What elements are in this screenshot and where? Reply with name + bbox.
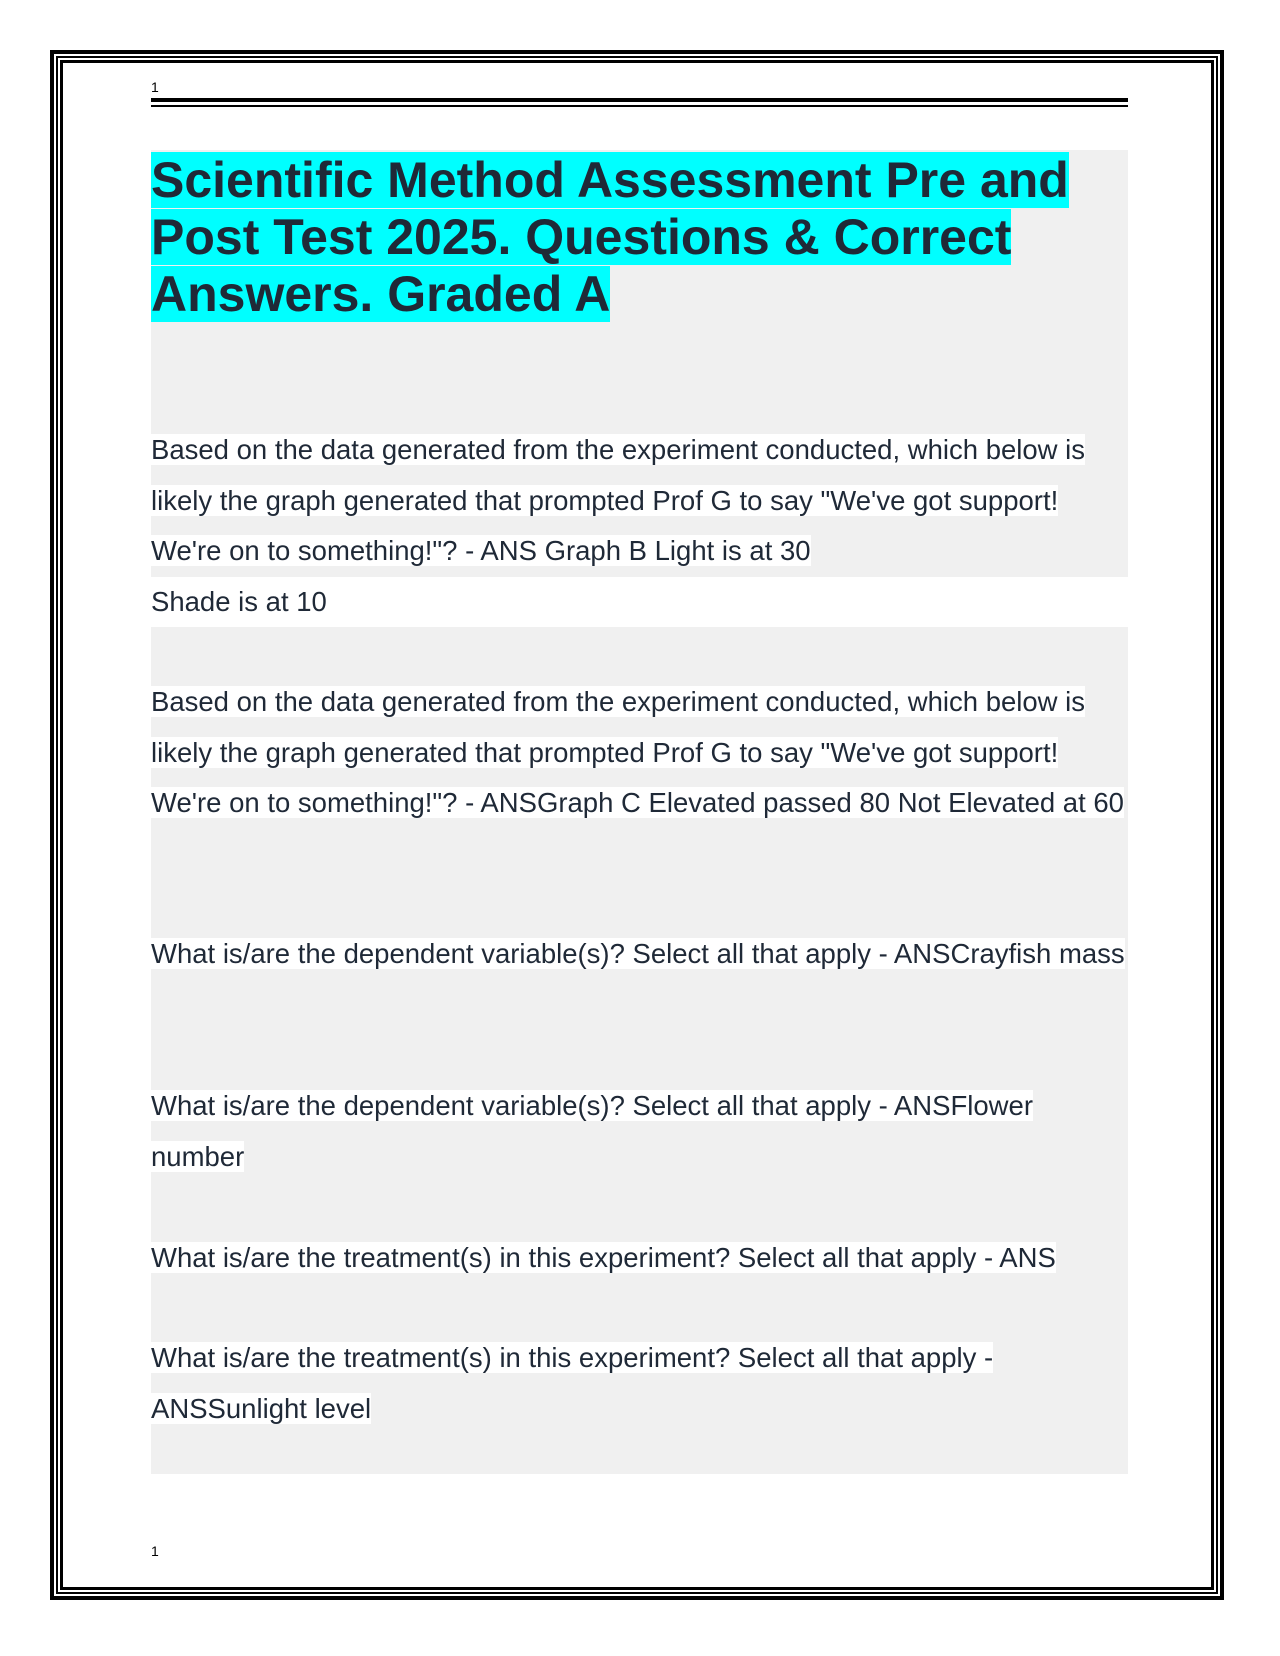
question-answer-4 (151, 1081, 1128, 1182)
question-answer-5 (151, 1233, 1128, 1284)
header-rule-thick (151, 98, 1128, 102)
question-answer-3 (151, 929, 1128, 980)
question-answer-2-text: Based on the data generated from the experiment conducted, which below is likely the graph generated that prompted Prof G to say "We've got support! We're on to something!"? - ANSGraph C Elevated passed 80 Not Elevated at 60 (151, 686, 1124, 818)
footer-page-number: 1 (151, 1543, 159, 1559)
document-title-text: Scientific Method Assessment Pre and Post Test 2025. Questions & Correct Answers. Graded A (151, 152, 1069, 322)
question-answer-1-extra: Shade is at 10 (151, 585, 327, 617)
question-answer-6 (151, 1333, 1128, 1434)
document-title (151, 152, 1128, 323)
question-answer-2 (151, 677, 1128, 829)
question-answer-1-text: Based on the data generated from the experiment conducted, which below is likely the graph generated that prompted Prof G to say "We've got support! We're on to something!"? - ANS Graph B Light is at 30 (151, 434, 1086, 566)
question-answer-5-text: What is/are the treatment(s) in this experiment? Select all that apply - ANS (151, 1242, 1056, 1273)
question-answer-4-text: What is/are the dependent variable(s)? Select all that apply - ANSFlower number (151, 1090, 1033, 1172)
question-answer-6-text: What is/are the treatment(s) in this experiment? Select all that apply - ANSSunlight level (151, 1342, 994, 1424)
header-page-number: 1 (151, 79, 159, 95)
question-answer-1 (151, 425, 1128, 627)
header-rule-thin (151, 105, 1128, 107)
question-answer-3-text: What is/are the dependent variable(s)? Select all that apply - ANSCrayfish mass (151, 938, 1125, 969)
